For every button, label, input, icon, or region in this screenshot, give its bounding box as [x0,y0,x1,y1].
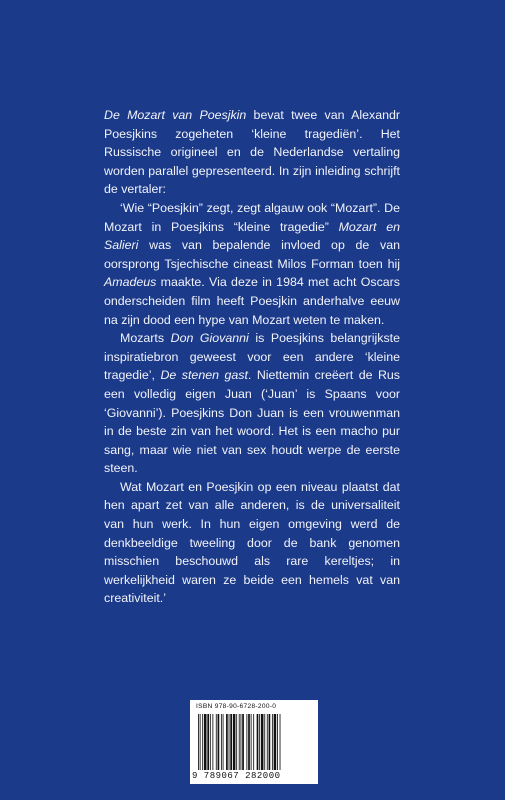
blurb-paragraph-4 [104,478,400,608]
barcode-bar [207,714,209,770]
barcode-bar [223,714,224,770]
barcode-bar [277,714,278,770]
barcode-bar [242,714,244,770]
blurb-text-run: ‘Wie “Poesjkin” zegt, zegt algauw ook “Mozart”. De Mozart in Poesjkins “kleine tragedie” [104,200,400,234]
barcode-bar [246,714,247,770]
barcode-bar [212,714,213,770]
barcode-bar [253,714,254,770]
isbn-number: ISBN 978-90-6728-200-0 [196,703,277,710]
barcode-bar [216,714,217,770]
barcode-bar [218,714,220,770]
blurb-text [104,106,400,608]
barcode-label [190,700,318,784]
blurb-text-run: Mozarts [120,331,171,346]
film-title: Amadeus [104,275,157,290]
blurb-text-run: bevat twee van Alexandr Poesjkins zogeheten ‘kleine tragediën’. Het Russische origineel en de Nederlandse vertaling worden parallel gepresenteerd. In zijn inleiding schrijft de vertaler: [104,108,400,197]
blurb-text-run: is Poesjkins belangrijkste inspiratiebron geweest voor een andere ‘kleine tragedie’, [104,331,401,383]
barcode-bar [272,714,273,770]
barcode-bar [241,714,242,770]
barcode-bar [251,714,252,770]
barcode-bars [198,714,310,770]
barcode-bar [230,714,232,770]
opera-title: Don Giovanni [170,331,249,346]
barcode-bar [236,714,237,770]
barcode-bar [257,714,259,770]
barcode-bar [264,714,265,770]
blurb-paragraph-1 [104,106,400,199]
blurb-text-run: Wat Mozart en Poesjkin op een niveau plaatst dat hen apart zet van alle anderen, is de universaliteit van hun werk. In hun eigen omgeving werd de denkbeeldige tweeling door de bank genomen misschien beschouwd als rare kereltjes; in werkelijkheid waren ze beide een hemels vat van creativiteit.’ [104,479,400,606]
barcode-bar [259,714,260,770]
play-title: De stenen gast [160,368,248,383]
barcode-bar [233,714,236,770]
barcode-digits: 9 789067 282000 [192,771,281,781]
blurb-text-run: . Niettemin creëert de Rus een volledig eigen Juan (‘Juan’ is Spaans voor ‘Giovanni’). Poesjkins Don Juan is een vrouwenman in de beste zin van het woord. Het is een macho pur sang, maar wie niet van sex houdt werpe de eerste steen. [104,368,400,476]
play-title: Mozart en Salieri [104,219,400,253]
barcode-bar [204,714,207,770]
barcode-bar [248,714,250,770]
barcode-bar [261,714,264,770]
barcode-bar [239,714,240,770]
barcode-bar [280,714,281,770]
barcode-bar [198,714,199,770]
barcode-bar [210,714,211,770]
barcode-bar [229,714,230,770]
blurb-text-run: maakte. Via deze in 1984 met acht Oscars onderscheiden film heeft Poesjkin anderhalve eeuw na zijn dood een hype van Mozart weten te maken. [104,275,400,327]
barcode-bar [202,714,203,770]
barcode-bar [274,714,277,770]
blurb-paragraph-2 [104,199,400,329]
barcode-bar [200,714,201,770]
barcode-bar [269,714,271,770]
barcode-bar [267,714,268,770]
barcode-bar [226,714,228,770]
barcode-bar [221,714,222,770]
blurb-text-run: was van bepalende invloed op de van oorsprong Tsjechische cineast Milos Forman toen hij [104,238,400,271]
book-title: De Mozart van Poesjkin [104,108,247,122]
blurb-paragraph-3 [104,329,400,478]
